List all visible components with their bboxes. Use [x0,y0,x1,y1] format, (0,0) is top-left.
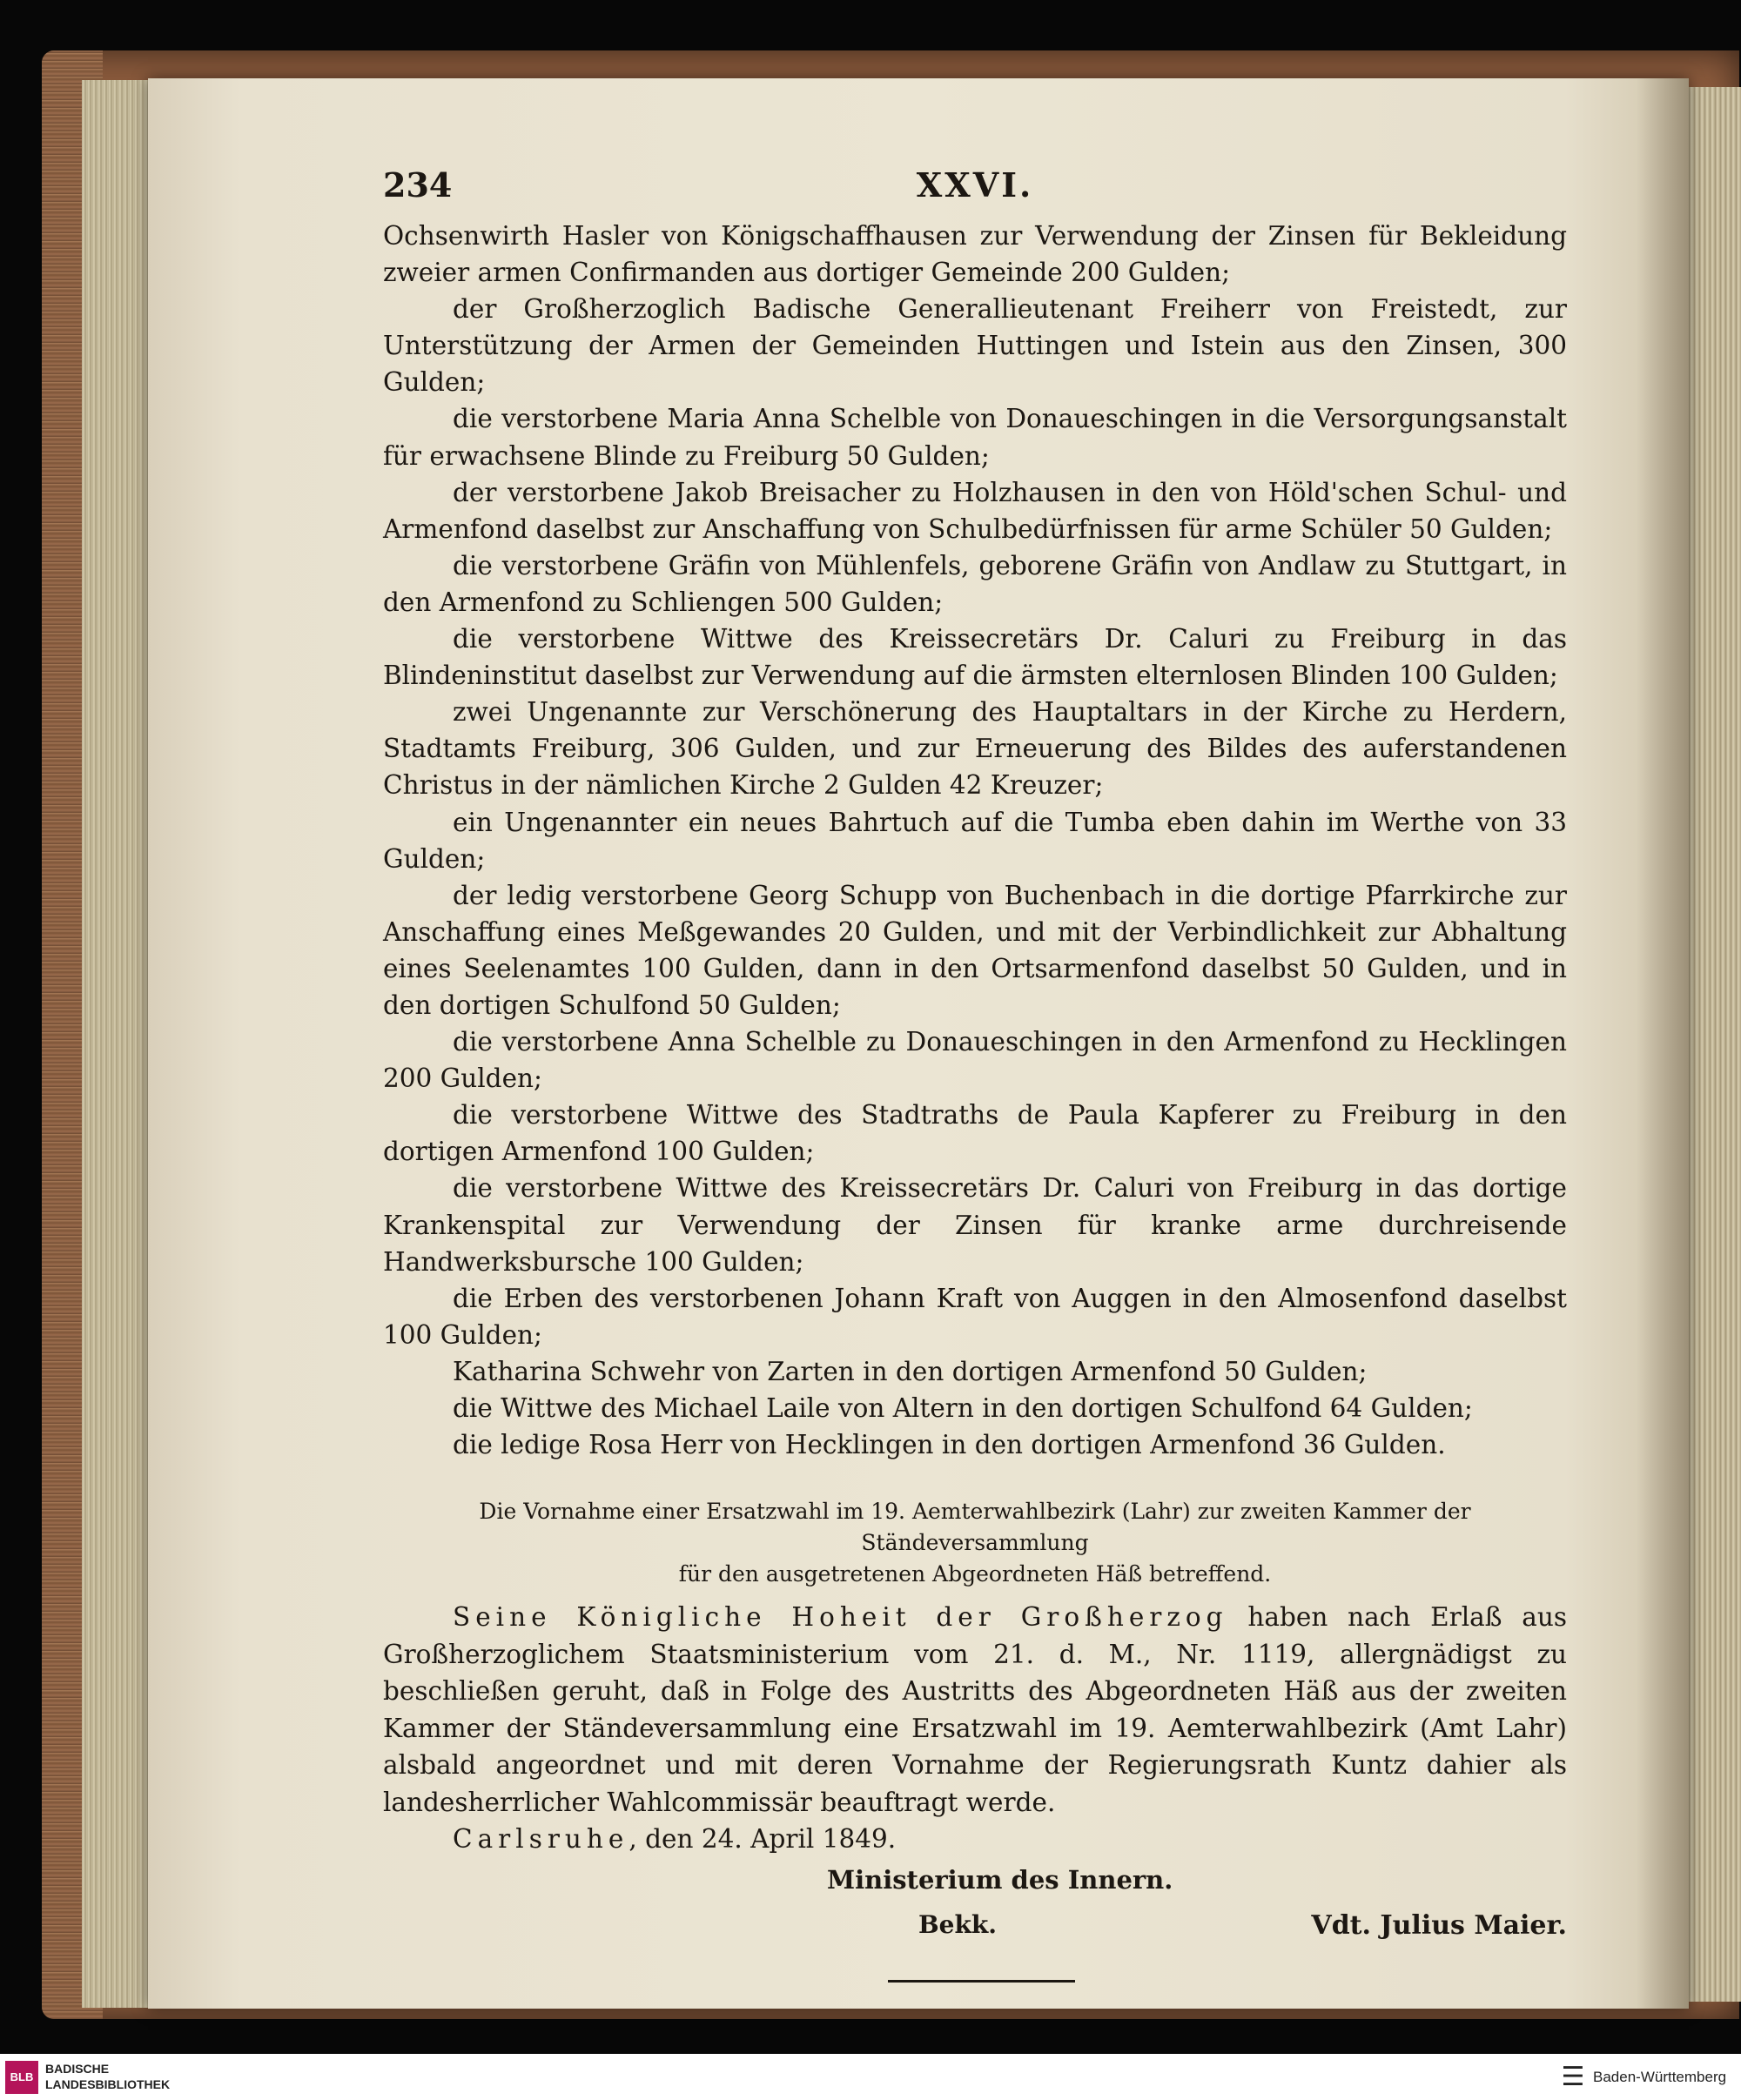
list-item: die verstorbene Gräfin von Mühlenfels, geborene Gräfin von Andlaw zu Stuttgart, in den Armenfond zu Schliengen 500 Gulden; [383,550,1567,617]
notice-title-line: Die Vornahme einer Ersatzwahl im 19. Aemterwahlbezirk (Lahr) zur zweiten Kammer der Ständeversammlung [479,1499,1471,1556]
place: Carlsruhe [453,1824,629,1855]
list-item: die ledige Rosa Herr von Hecklingen in den dortigen Armenfond 36 Gulden. [453,1430,1446,1460]
decree [383,1599,1567,1858]
library-name[interactable] [45,2061,170,2092]
coat-of-arms-icon: ☰ [1561,2062,1585,2092]
list-item: die verstorbene Maria Anna Schelble von Donaueschingen in die Versorgungsanstalt für erwachsene Blinde zu Freiburg 50 Gulden; [383,404,1567,471]
notice-title-line: für den ausgetretenen Abgeordneten Häß betreffend. [678,1561,1272,1587]
decree-body: haben nach Erlaß aus Großherzoglichem Staatsministerium vom 21. d. M., Nr. 1119, allergnädigst zu beschließen geruht, daß in Folge des Austritts des Abgeordneten Häß aus der zweiten Kammer der Ständeversammlung eine Ersatzwahl im 19. Aemterwahlbezirk (Amt Lahr) alsbald angeordnet und mit deren Vornahme der Regierungsrath Kuntz dahier als landesherrlicher Wahlcommissär beauftragt werde. [383,1602,1567,1817]
signature-block [383,1858,1567,1980]
list-item: die verstorbene Wittwe des Kreissecretärs Dr. Caluri zu Freiburg in das Blindeninstitut daselbst zur Verwendung auf die ärmsten elternlosen Blinden 100 Gulden; [383,624,1567,691]
list-item: zwei Ungenannte zur Verschönerung des Hauptaltars in der Kirche zu Herdern, Stadtamts Freiburg, 306 Gulden, und zur Erneuerung des Bildes des auferstandenen Christus in der nämlichen Kirche 2 Gulden 42 Kreuzer; [383,697,1567,801]
list-item: der Großherzoglich Badische Generallieutenant Freiherr von Freistedt, zur Unterstützung der Armen der Gemeinden Huttingen und Istein aus den Zinsen, 300 Gulden; [383,294,1567,398]
donation-list [383,218,1567,1463]
decree-paragraph [383,1599,1567,1821]
list-item: der verstorbene Jakob Breisacher zu Holzhausen in den von Höld'schen Schul- und Armenfond daselbst zur Anschaffung von Schulbedürfnissen für arme Schüler 50 Gulden; [383,477,1567,544]
list-item: die verstorbene Wittwe des Stadtraths de Paula Kapferer zu Freiburg in den dortigen Armenfond 100 Gulden; [383,1100,1567,1167]
divider [888,1980,1075,1983]
signatory: Bekk. [918,1909,998,1939]
page-stack-right [1689,87,1741,2002]
list-item: die Wittwe des Michael Laile von Altern in den dortigen Schulfond 64 Gulden; [453,1393,1473,1423]
list-item: Ochsenwirth Hasler von Königschaffhausen zur Verwendung der Zinsen für Bekleidung zweier armen Confirmanden aus dortiger Gemeinde 200 Gulden; [383,221,1567,288]
list-item: Katharina Schwehr von Zarten in den dortigen Armenfond 50 Gulden; [453,1356,1368,1386]
page-number: 234 [383,165,453,205]
list-item: die Erben des verstorbenen Johann Kraft von Auggen in den Almosenfond daselbst 100 Gulden; [383,1283,1567,1350]
date: , den 24. April 1849. [629,1824,897,1855]
list-item: die verstorbene Anna Schelble zu Donaueschingen in den Armenfond zu Hecklingen 200 Gulden; [383,1027,1567,1094]
decree-lead: Seine Königliche Hoheit der Großherzog [453,1602,1228,1633]
library-name-line: BADISCHE [45,2062,110,2076]
notice-title [383,1496,1567,1590]
countersign: Vdt. Julius Maier. [1311,1909,1567,1941]
page-text [383,165,1567,1980]
state-name[interactable]: Baden-Württemberg [1593,2069,1727,2085]
list-item: ein Ungenannter ein neues Bahrtuch auf die Tumba eben dahin im Werthe von 33 Gulden; [383,807,1567,874]
list-item: die verstorbene Wittwe des Kreissecretärs Dr. Caluri von Freiburg in das dortige Krankenspital zur Verwendung der Zinsen für kranke arme durchreisende Handwerksbursche 100 Gulden; [383,1173,1567,1277]
blb-logo-icon[interactable]: BLB [5,2061,38,2094]
page-header [383,165,1567,218]
ministry: Ministerium des Innern. [827,1864,1173,1895]
place-date [383,1821,1567,1858]
list-item: der ledig verstorbene Georg Schupp von Buchenbach in die dortige Pfarrkirche zur Anschaffung eines Meßgewandes 20 Gulden, und mit der Verbindlichkeit zur Abhaltung eines Seelenamtes 100 Gulden, dann in den Ortsarmenfond daselbst 50 Gulden, und in den dortigen Schulfond 50 Gulden; [383,880,1567,1020]
footer-bar [0,2054,1741,2100]
library-name-line: LANDESBIBLIOTHEK [45,2077,171,2091]
gutter-shadow [1637,78,1689,2009]
section-number: XXVI. [916,165,1034,205]
